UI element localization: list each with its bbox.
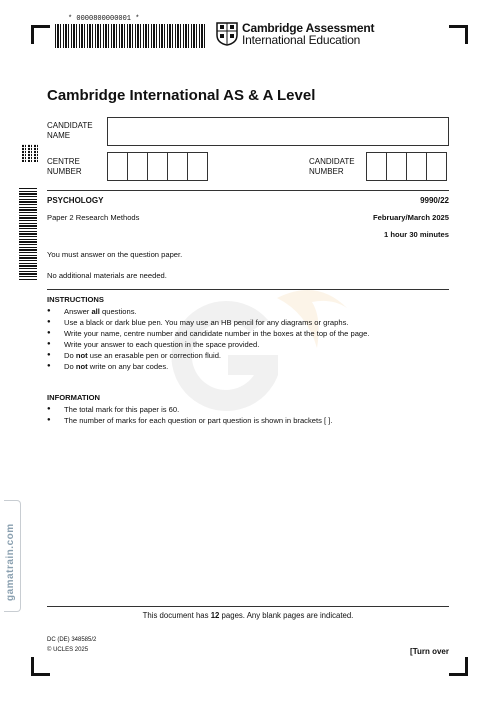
- gamatrain-watermark-tab: [4, 500, 21, 612]
- list-item: ● Answer all questions.: [47, 306, 449, 317]
- crop-mark-bottom-right: [449, 657, 468, 676]
- barcode-number: * 0000800000001 *: [68, 15, 140, 23]
- reference-code: DC (DE) 348585/2: [47, 637, 97, 643]
- syllabus-code: 9990/22: [420, 196, 449, 205]
- instructions-list: [47, 306, 449, 372]
- information-heading: INFORMATION: [47, 393, 101, 402]
- materials-note: No additional materials are needed.: [47, 271, 167, 280]
- list-item: ● The total mark for this paper is 60.: [47, 404, 449, 415]
- centre-digit-box[interactable]: [167, 152, 188, 181]
- exam-duration: 1 hour 30 minutes: [384, 230, 449, 239]
- copyright: © UCLES 2025: [47, 647, 89, 653]
- centre-number-label: CENTRE NUMBER: [47, 157, 82, 176]
- list-item: ● Do not write on any bar codes.: [47, 361, 449, 372]
- page-count-note: This document has 12 pages. Any blank pages are indicated.: [142, 611, 354, 620]
- candidate-digit-box[interactable]: [406, 152, 427, 181]
- crop-mark-bottom-left: [31, 657, 50, 676]
- list-item: ● Write your answer to each question in the space provided.: [47, 339, 449, 350]
- logo-line-1: Cambridge Assessment: [242, 21, 375, 35]
- centre-number-boxes: [107, 152, 208, 181]
- side-barcode: [19, 188, 37, 280]
- crop-mark-top-left: [31, 25, 50, 44]
- instructions-heading: INSTRUCTIONS: [47, 295, 104, 304]
- centre-digit-box[interactable]: [127, 152, 148, 181]
- candidate-number-boxes: [366, 152, 447, 181]
- candidate-name-box[interactable]: [107, 117, 449, 146]
- centre-digit-box[interactable]: [107, 152, 128, 181]
- qr-code: [22, 144, 40, 162]
- divider-line: [47, 190, 449, 191]
- list-item: ● Write your name, centre number and candidate number in the boxes at the top of the page.: [47, 328, 449, 339]
- top-barcode: [55, 24, 205, 48]
- paper-title: Paper 2 Research Methods: [47, 213, 140, 222]
- candidate-digit-box[interactable]: [386, 152, 407, 181]
- candidate-name-label: CANDIDATE NAME: [47, 121, 93, 140]
- candidate-number-label: CANDIDATE NUMBER: [309, 157, 355, 176]
- cambridge-logo: [216, 22, 374, 46]
- centre-digit-box[interactable]: [187, 152, 208, 181]
- crop-mark-top-right: [449, 25, 468, 44]
- exam-session: February/March 2025: [373, 213, 449, 222]
- shield-crest-icon: [216, 22, 238, 46]
- answer-note: You must answer on the question paper.: [47, 250, 183, 259]
- turn-over-label: [Turn over: [410, 647, 449, 656]
- logo-line-2: International Education: [242, 33, 361, 47]
- list-item: ● The number of marks for each question or part question is shown in brackets [ ].: [47, 415, 449, 426]
- subject-name: PSYCHOLOGY: [47, 196, 104, 205]
- list-item: ● Use a black or dark blue pen. You may use an HB pencil for any diagrams or graphs.: [47, 317, 449, 328]
- centre-digit-box[interactable]: [147, 152, 168, 181]
- candidate-digit-box[interactable]: [366, 152, 387, 181]
- divider-line: [47, 606, 449, 607]
- qualification-title: Cambridge International AS & A Level: [47, 87, 316, 104]
- list-item: ● Do not use an erasable pen or correction fluid.: [47, 350, 449, 361]
- gamatrain-text: gamatrain.com: [5, 523, 16, 601]
- candidate-digit-box[interactable]: [426, 152, 447, 181]
- information-list: [47, 404, 449, 426]
